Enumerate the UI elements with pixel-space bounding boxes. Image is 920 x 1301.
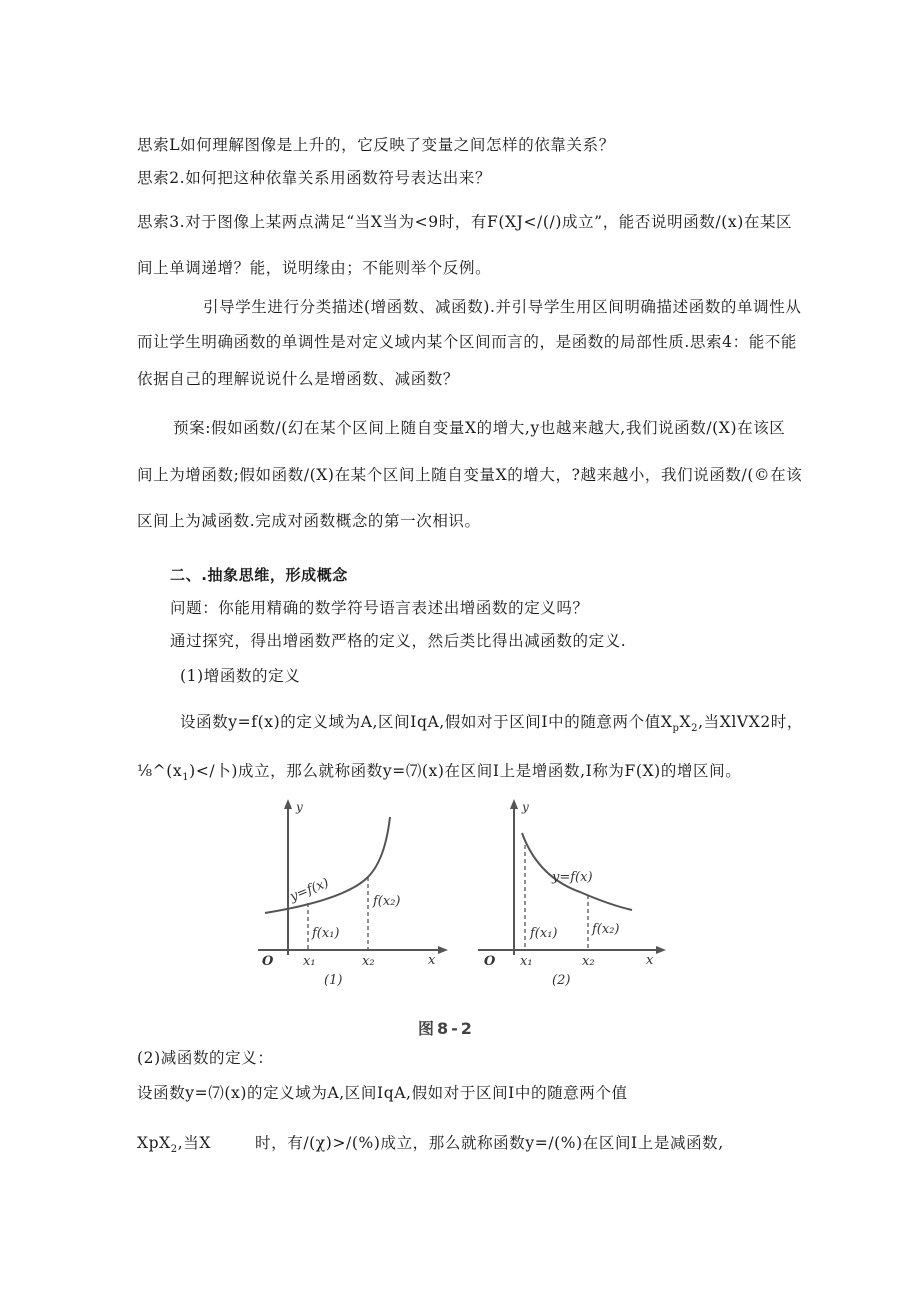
figure-increasing-graph: [250, 795, 450, 995]
g2-curve-label: y=f(x): [552, 870, 593, 885]
thinking-question-3-line2: 间上单调递增？能，说明缘由；不能则举个反例。: [137, 259, 492, 277]
dec-def-b-sub: 2: [170, 1144, 178, 1156]
increasing-function-definition-line1: [180, 712, 803, 739]
thinking-question-1: 思索L如何理解图像是上升的，它反映了变量之间怎样的依靠关系？: [137, 136, 615, 154]
inc-def-text-mid: X: [679, 713, 692, 731]
g1-y-label: y: [296, 800, 303, 814]
g2-x2-label: x₂: [582, 954, 595, 969]
g2-x1-label: x₁: [520, 954, 533, 969]
guide-paragraph-line3: 依据自己的理解说说什么是增函数、减函数？: [137, 370, 460, 388]
decreasing-function-definition-line2: [137, 1133, 724, 1160]
section-heading-abstract-thinking: 二、.抽象思维，形成概念: [170, 566, 348, 584]
inc-def-sub2: 2: [691, 723, 699, 735]
g1-y-arrow: [284, 799, 292, 809]
g2-x-label: x: [646, 953, 654, 968]
explore-statement: 通过探究，得出增函数严格的定义，然后类比得出减函数的定义.: [170, 632, 627, 650]
g2-fx2-label: f(x₂): [592, 922, 620, 937]
dec-def-b-end: 时，有/(χ)>/(%)成立，那么就称函数y=/(%)在区间I上是减函数,: [255, 1134, 724, 1152]
g1-x2-label: x₂: [362, 954, 375, 969]
inc-def-b-end: )</卜)成立，那么就称函数y=⑺(x)在区间I上是增函数,I称为F(X)的增区间。: [189, 762, 742, 780]
g2-y-label: y: [522, 800, 529, 814]
figure-caption: 图8-2: [418, 1019, 475, 1038]
dec-def-b-start: XpX: [137, 1134, 171, 1152]
guide-paragraph-line1: 引导学生进行分类描述(增函数、减函数).并引导学生用区间明确描述函数的单调性从: [203, 298, 802, 316]
inc-def-b-start: ⅛^(x: [137, 762, 183, 780]
g1-x1-label: x₁: [303, 954, 316, 969]
question-precise-definition: 问题：你能用精确的数学符号语言表述出增函数的定义吗？: [170, 599, 589, 617]
increasing-function-title: (1)增函数的定义: [180, 667, 301, 685]
figure-decreasing-graph: [470, 795, 670, 995]
inc-def-b-sub: 1: [182, 772, 190, 784]
g1-origin-label: O: [262, 954, 274, 969]
decreasing-function-definition-line1: 设函数y=⑺(x)的定义域为A,区间IqA,假如对于区间I中的随意两个值: [137, 1084, 628, 1102]
inc-def-text-end: ,当XlVX2时，: [698, 713, 804, 731]
g1-number-label: (1): [324, 973, 343, 988]
dec-def-b-mid: ,当X: [177, 1134, 212, 1152]
g1-x-arrow: [438, 946, 448, 954]
g2-x-arrow: [656, 946, 666, 954]
decreasing-function-title: (2)减函数的定义：: [137, 1049, 274, 1067]
g1-increasing-curve: [265, 817, 390, 913]
g1-x-label: x: [428, 953, 436, 968]
g1-curve-label: y=f(x): [287, 875, 332, 905]
plan-paragraph-line1: 预案:假如函数/(幻在某个区间上随自变量X的增大,y也越来越大,我们说函数/(X)在该区: [173, 419, 786, 437]
plan-paragraph-line2: 间上为增函数;假如函数/(X)在某个区间上随自变量X的增大，?越来越小，我们说函数/(©在该: [137, 466, 803, 484]
g2-origin-label: O: [484, 954, 496, 969]
g1-fx1-label: f(x₁): [312, 926, 340, 941]
g2-y-arrow: [510, 799, 518, 809]
g1-fx2-label: f(x₂): [373, 894, 401, 909]
thinking-question-2: 思索2.如何把这种依靠关系用函数符号表达出来？: [137, 169, 492, 187]
inc-def-text-a: 设函数y=f(x)的定义域为A,区间IqA,假如对于区间I中的随意两个值X: [180, 713, 673, 731]
inc-def-sub1: p: [672, 723, 680, 735]
plan-paragraph-line3: 区间上为减函数.完成对函数概念的第一次相识。: [137, 512, 481, 530]
increasing-function-definition-line2: [137, 761, 741, 788]
g2-fx1-label: f(x₁): [530, 926, 558, 941]
thinking-question-3-line1: 思索3.对于图像上某两点满足“当X当为<9时，有F(XJ</(/)成立”，能否说明函数/(x)在某区: [137, 213, 793, 231]
g2-number-label: (2): [552, 973, 571, 988]
guide-paragraph-line2: 而让学生明确函数的单调性是对定义域内某个区间而言的，是函数的局部性质.思索4：能不能: [137, 333, 797, 351]
